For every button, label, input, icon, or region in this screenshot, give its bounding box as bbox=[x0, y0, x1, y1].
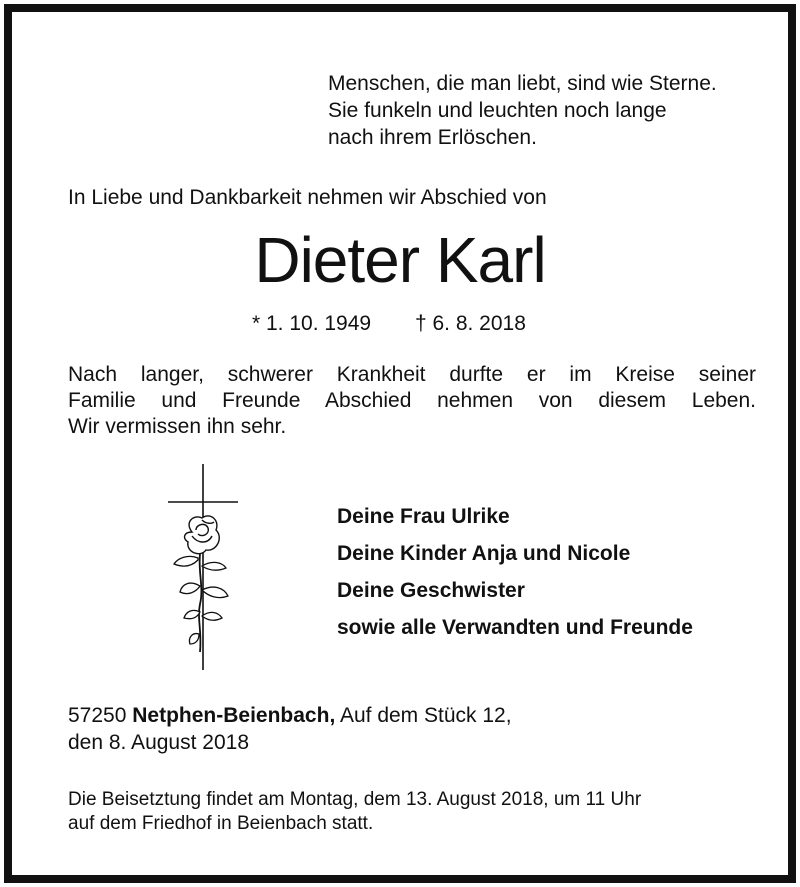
message-line: Nach langer, schwerer Krankheit durfte er im Kreise seiner bbox=[68, 363, 756, 386]
address-block bbox=[68, 702, 512, 756]
postal-code: 57250 bbox=[68, 704, 127, 727]
mourner-line: Deine Geschwister bbox=[337, 579, 525, 602]
message-line: Familie und Freunde Abschied nehmen von diesem Leben. bbox=[68, 389, 756, 412]
epigraph-quote bbox=[328, 70, 717, 151]
birth-date: * 1. 10. 1949 bbox=[252, 312, 372, 335]
deceased-name: Dieter Karl bbox=[254, 224, 546, 296]
funeral-line: Die Beisetztung findet am Montag, dem 13. August 2018, um 11 Uhr bbox=[68, 789, 642, 810]
address-line bbox=[68, 702, 512, 729]
street: Auf dem Stück 12, bbox=[339, 704, 512, 727]
date-line: den 8. August 2018 bbox=[68, 731, 249, 754]
message-text bbox=[68, 362, 756, 440]
funeral-line: auf dem Friedhof in Beienbach statt. bbox=[68, 813, 374, 834]
quote-line: Menschen, die man liebt, sind wie Sterne. bbox=[328, 72, 717, 95]
quote-line: Sie funkeln und leuchten noch lange bbox=[328, 99, 667, 122]
cross-with-rose-icon bbox=[162, 462, 262, 682]
mourners-list bbox=[337, 498, 693, 646]
place-name: Netphen-Beienbach, bbox=[132, 704, 336, 727]
life-dates bbox=[252, 310, 526, 337]
mourner-line: Deine Frau Ulrike bbox=[337, 505, 510, 528]
message-line: Wir vermissen ihn sehr. bbox=[68, 415, 287, 438]
mourner-line: sowie alle Verwandten und Freunde bbox=[337, 616, 693, 639]
intro-text: In Liebe und Dankbarkeit nehmen wir Abschied von bbox=[68, 186, 547, 209]
obituary-frame bbox=[4, 4, 796, 883]
mourner-line: Deine Kinder Anja und Nicole bbox=[337, 542, 631, 565]
funeral-notice bbox=[68, 788, 641, 836]
quote-line: nach ihrem Erlöschen. bbox=[328, 126, 537, 149]
death-date: † 6. 8. 2018 bbox=[414, 312, 526, 335]
